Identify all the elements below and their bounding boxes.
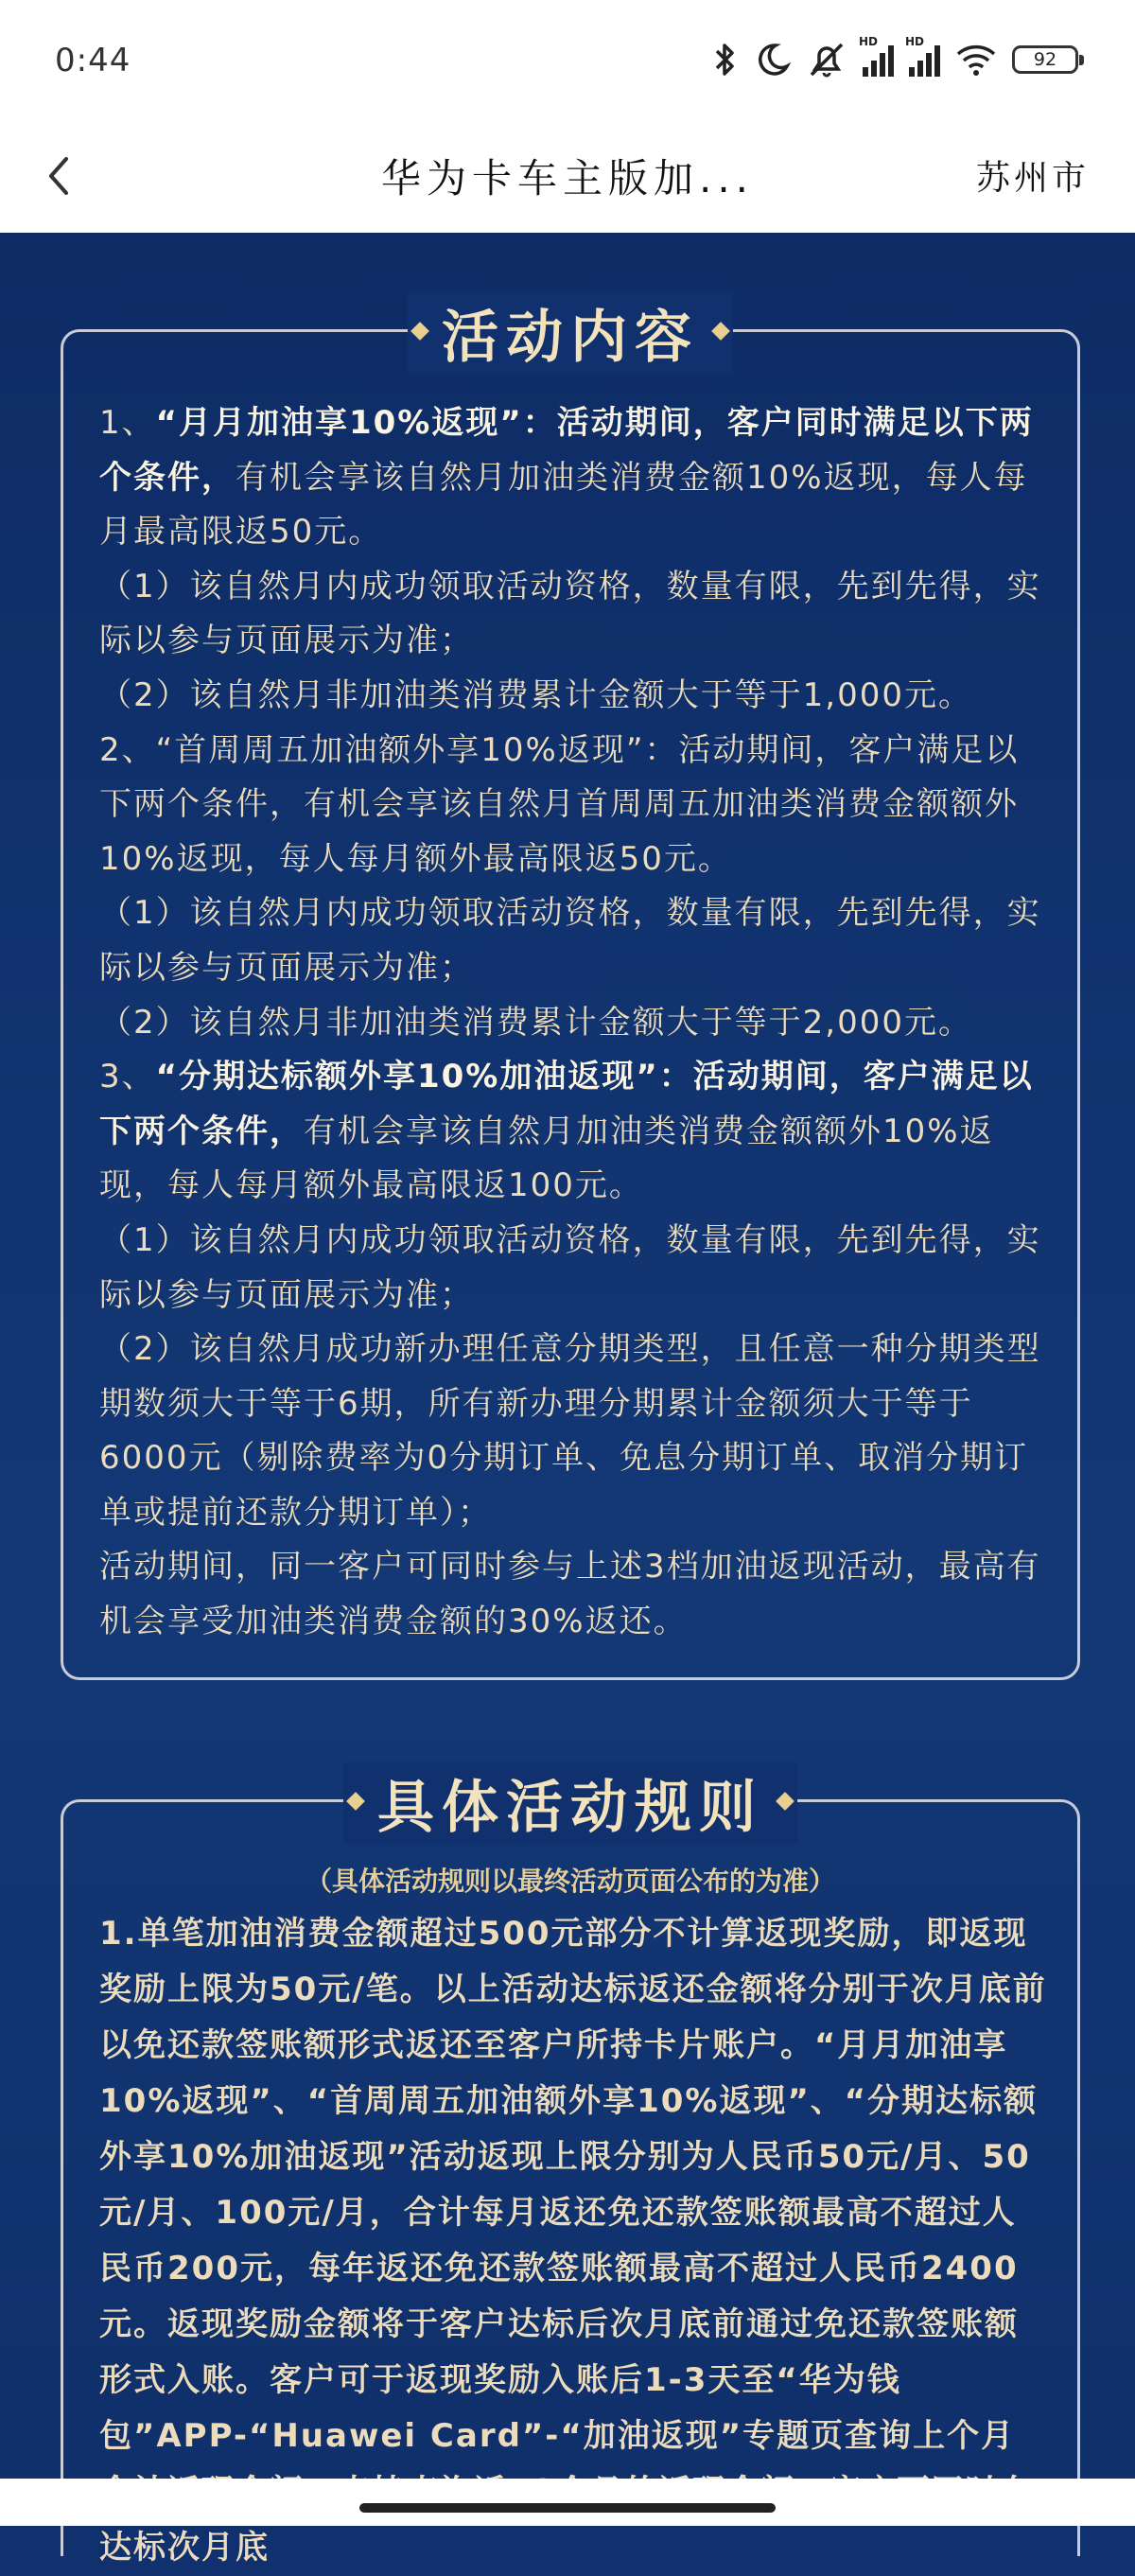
activity-rules-card	[61, 1775, 1080, 2567]
section-heading: 具体活动规则	[343, 1762, 797, 1844]
paragraph: （1）该自然月内成功领取活动资格，数量有限，先到先得，实际以参与页面展示为准；	[99, 567, 1041, 660]
signal-icon: HD	[909, 43, 940, 77]
battery-icon: 92	[1012, 45, 1078, 74]
paragraph: （2）该自然月成功新办理任意分期类型，且任意一种分期类型期数须大于等于6期，所有新办理分期累计金额须大于等于6000元（剔除费率为0分期订单、免息分期订单、取消分期订单或提前还款分期订单）；	[99, 1330, 1041, 1532]
paragraph: （1）该自然月内成功领取活动资格，数量有限，先到先得，实际以参与页面展示为准；	[99, 1220, 1041, 1314]
bluetooth-icon	[711, 41, 740, 79]
paragraph: 1、“月月加油享10%返现”：活动期间，客户同时满足以下两个条件，有机会享该自然月加油类消费金额10%返现，每人每月最高限返50元。	[99, 404, 1034, 552]
page-title: 华为卡车主版加...	[380, 155, 755, 202]
mute-bell-icon	[806, 41, 847, 79]
status-icons	[711, 35, 1078, 81]
main-content[interactable]	[0, 233, 1135, 2567]
paragraph: 3、“分期达标额外享10%加油返现”：活动期间，客户满足以下两个条件，有机会享该自然月加油类消费金额额外10%返现，每人每月额外最高限返100元。	[99, 1058, 1034, 1205]
paragraph: 活动期间，同一客户可同时参与上述3档加油返现活动，最高有机会享受加油类消费金额的30%返还。	[99, 1548, 1041, 1641]
paragraph: 1.单笔加油消费金额超过500元部分不计算返现奖励，即返现奖励上限为50元/笔。以上活动达标返还金额将分别于次月底前以免还款签账额形式返还至客户所持卡片账户。“月月加油享10%返现”、“首周周五加油额外享10%返现”、“分期达标额外享10%加油返现”活动返现上限分别为人民币50元/月、50元/月、100元/月，合计每月返还免还款签账额最高不超过人民币200元，每年返还免还款签账额最高不超过人民币2400元。返现奖励金额将于客户达标后次月底前通过免还款签账额形式入账。客户可于返现奖励入账后1-3天至“华为钱包”APP-“Huawei Card”-“加油返现”专题页查询上个月 达标次月底	[99, 1915, 1047, 2567]
section-heading: 活动内容	[408, 292, 733, 374]
home-indicator[interactable]	[359, 2503, 776, 2513]
status-time: 0:44	[55, 42, 131, 79]
city-selector[interactable]: 苏州市	[975, 159, 1090, 198]
paragraph: （2）该自然月非加油类消费累计金额大于等于2,000元。	[99, 1003, 972, 1042]
diamond-ornament-icon	[776, 1792, 794, 1811]
activity-content-card	[61, 305, 1080, 1680]
paragraph: 2、“首周周五加油额外享10%返现”：活动期间，客户满足以下两个条件，有机会享该自然月首周周五加油类消费金额额外10%返现，每人每月额外最高限返50元。	[99, 730, 1020, 878]
gesture-bar-area	[0, 2479, 1135, 2526]
paragraph: （2）该自然月非加油类消费累计金额大于等于1,000元。	[99, 675, 972, 714]
diamond-ornament-icon	[711, 322, 730, 341]
signal-icon: HD	[863, 43, 894, 77]
activity-content-text	[99, 396, 1047, 1650]
paragraph: （1）该自然月内成功领取活动资格，数量有限，先到先得，实际以参与页面展示为准；	[99, 894, 1041, 987]
rules-subtitle: （具体活动规则以最终活动页面公布的为准）	[305, 1866, 835, 1897]
moon-icon	[755, 42, 791, 78]
activity-rules-text	[99, 1906, 1047, 2576]
diamond-ornament-icon	[346, 1792, 365, 1811]
wifi-icon	[955, 42, 997, 78]
diamond-ornament-icon	[410, 322, 429, 341]
nav-bar	[0, 121, 1135, 233]
status-bar	[0, 0, 1135, 121]
